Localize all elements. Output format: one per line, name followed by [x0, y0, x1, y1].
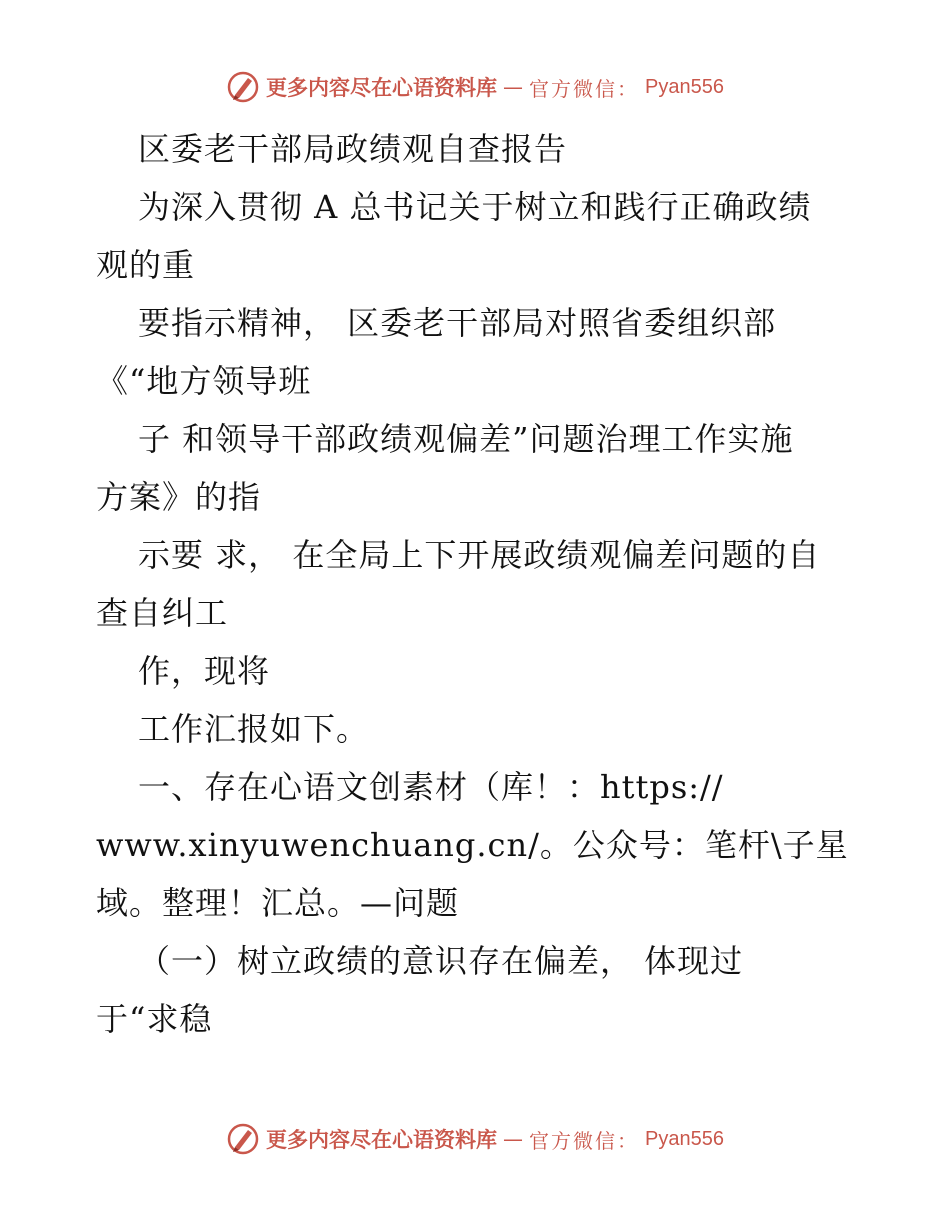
document-title: 区委老干部局政绩观自查报告 [138, 130, 568, 168]
text-line: 方案》的指 [96, 478, 262, 516]
text-line: 要指示精神， 区委老干部局对照省委组织部 [138, 304, 777, 342]
watermark-official-label: 官方微信： [529, 1128, 640, 1153]
text-line: 为深入贯彻 A 总书记关于树立和践行正确政绩 [138, 188, 812, 226]
watermark-wechat-id: Pyan556 [645, 75, 724, 98]
text-line: 域。整理！汇总。—问题 [96, 884, 460, 922]
pen-logo-icon [226, 1122, 260, 1156]
text-line: 工作汇报如下。 [138, 710, 370, 748]
watermark-brand: 更多内容尽在心语资料库 [266, 75, 498, 100]
pen-logo-icon [226, 70, 260, 104]
footer-watermark [0, 1122, 950, 1156]
header-watermark [0, 70, 950, 104]
watermark-brand: 更多内容尽在心语资料库 [266, 1127, 498, 1152]
text-line: 《“地方领导班 [96, 362, 312, 400]
watermark-separator: — [503, 75, 524, 99]
text-line: 示要 求， 在全局上下开展政绩观偏差问题的自 [138, 536, 821, 574]
watermark-wechat-id: Pyan556 [645, 1127, 724, 1150]
subsection-heading: （一）树立政绩的意识存在偏差， 体现过 [138, 942, 744, 980]
text-line: www.xinyuwenchuang.cn/。公众号：笔杆\子星 [96, 826, 849, 864]
watermark-separator: — [503, 1127, 524, 1151]
text-line: 观的重 [96, 246, 196, 284]
text-line: 子 和领导干部政绩观偏差”问题治理工作实施 [138, 420, 794, 458]
document-body [96, 120, 856, 1048]
section-heading: 一、存在心语文创素材（库！：https:// [138, 768, 724, 806]
text-line: 于“求稳 [96, 1000, 213, 1038]
text-line: 查自纠工 [96, 594, 229, 632]
text-line: 作，现将 [138, 652, 271, 690]
watermark-official-label: 官方微信： [529, 76, 640, 101]
